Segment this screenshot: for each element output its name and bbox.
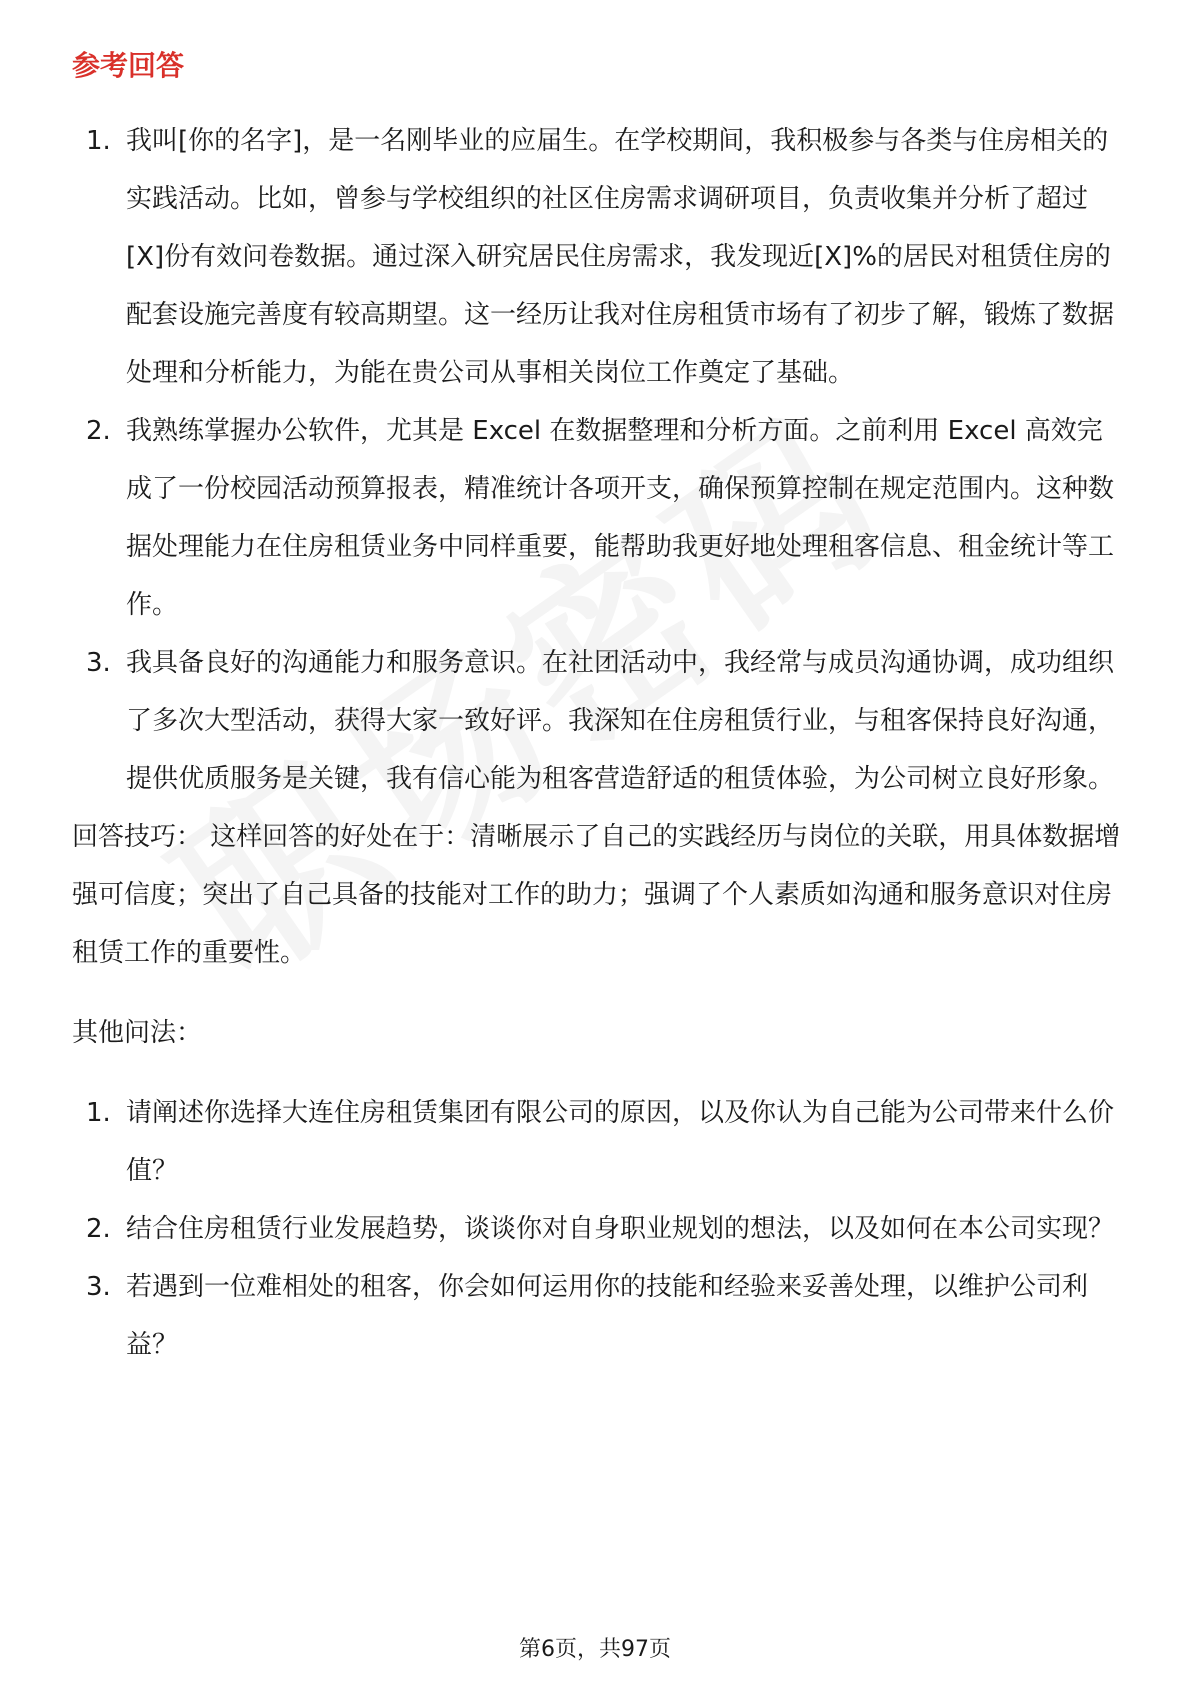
list-number: 2. [86,416,111,446]
other-questions-title: 其他问法： [72,1018,203,1048]
other-question-item [72,1258,1122,1374]
list-number: 2. [86,1214,111,1244]
list-number: 3. [86,1272,111,1302]
question-text: 结合住房租赁行业发展趋势，谈谈你对自身职业规划的想法，以及如何在本公司实现？ [126,1214,1115,1244]
answer-item [72,112,1122,402]
question-text: 若遇到一位难相处的租客，你会如何运用你的技能和经验来妥善处理，以维护公司利益？ [126,1272,1089,1360]
document-page [72,40,1122,1374]
other-question-item [72,1200,1122,1258]
answer-tip: 回答技巧： 这样回答的好处在于：清晰展示了自己的实践经历与岗位的关联，用具体数据增强可信度；突出了自己具备的技能对工作的助力；强调了个人素质如沟通和服务意识对住房租赁工作的重要性。 [72,822,1121,968]
answer-text: 我叫[你的名字]，是一名刚毕业的应届生。在学校期间，我积极参与各类与住房相关的实践活动。比如，曾参与学校组织的社区住房需求调研项目，负责收集并分析了超过[X]份有效问卷数据。通过深入研究居民住房需求，我发现近[X]%的居民对租赁住房的配套设施完善度有较高期望。这一经历让我对住房租赁市场有了初步了解，锻炼了数据处理和分析能力，为能在贵公司从事相关岗位工作奠定了基础。 [126,126,1115,388]
other-question-item [72,1084,1122,1200]
list-number: 3. [86,648,111,678]
list-number: 1. [86,1098,111,1128]
answer-text: 我具备良好的沟通能力和服务意识。在社团活动中，我经常与成员沟通协调，成功组织了多次大型活动，获得大家一致好评。我深知在住房租赁行业，与租客保持良好沟通，提供优质服务是关键，我有信心能为租客营造舒适的租赁体验，为公司树立良好形象。 [126,648,1115,794]
section-title: 参考回答 [72,49,185,82]
other-questions-list [72,1084,1122,1374]
answer-list [72,112,1122,808]
page-number-footer: 第6页，共97页 [519,1637,671,1662]
answer-text: 我熟练掌握办公软件，尤其是 Excel 在数据整理和分析方面。之前利用 Excel 高效完成了一份校园活动预算报表，精准统计各项开支，确保预算控制在规定范围内。这种数据处理能力在住房租赁业务中同样重要，能帮助我更好地处理租客信息、租金统计等工作。 [126,416,1115,620]
question-text: 请阐述你选择大连住房租赁集团有限公司的原因，以及你认为自己能为公司带来什么价值？ [126,1098,1115,1186]
answer-item [72,402,1122,634]
list-number: 1. [86,126,111,156]
answer-item [72,634,1122,808]
